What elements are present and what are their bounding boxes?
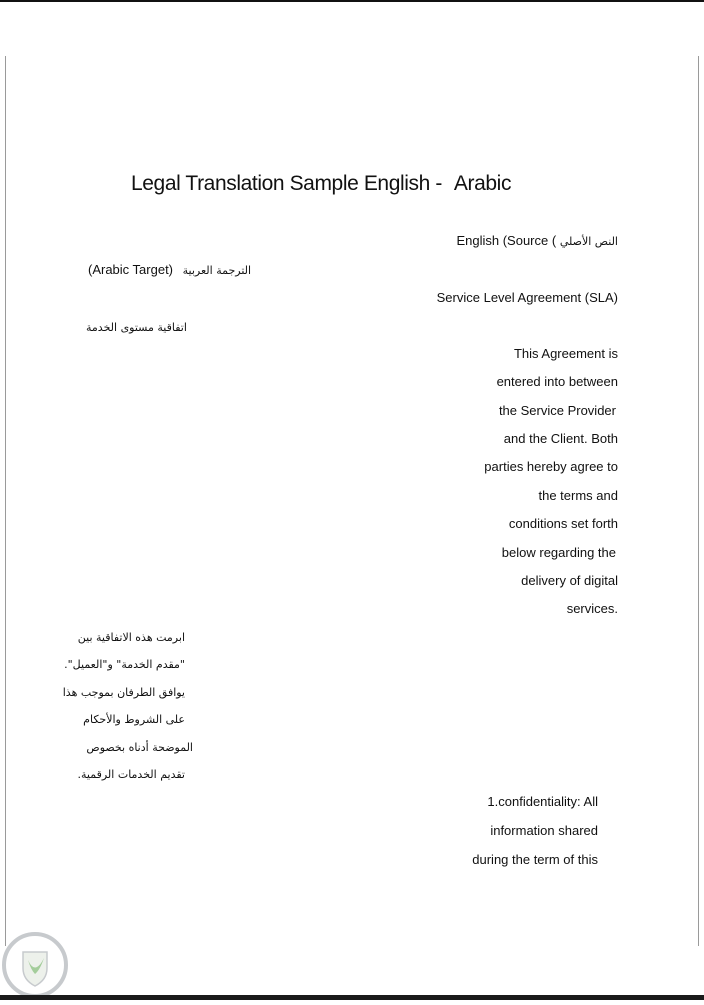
confidentiality-en-line: during the term of this [472,852,598,867]
target-heading [88,262,251,279]
shield-leaf-icon [0,930,70,1000]
target-heading-en: (Arabic Target) [88,262,174,277]
agreement-en-line: conditions set forth [508,516,618,531]
confidentiality-en-line: information shared [490,823,598,838]
top-border [0,0,704,2]
page-edge-right [698,56,699,946]
agreement-ar-line: ابرمت هذه الاتفاقية بين [77,631,185,644]
agreement-en-line: the Service Provider [498,403,616,418]
agreement-en-line: services. [566,601,618,616]
page-edge-left [5,56,6,946]
source-heading-en: English (Source ( [456,233,557,248]
agreement-en-line: entered into between [496,374,618,389]
agreement-ar-line: الموضحة أدناه بخصوص [86,741,193,754]
sla-title-ar: اتفاقية مستوى الخدمة [86,321,187,334]
agreement-en-line: below regarding the [501,545,616,560]
agreement-ar-line: على الشروط والأحكام [83,713,185,726]
source-heading-ar: النص الأصلي [559,235,618,248]
target-heading-ar: الترجمة العربية [182,264,252,277]
confidentiality-en-line: 1.confidentiality: All [487,794,598,809]
sla-title-en: Service Level Agreement (SLA) [436,290,618,305]
agreement-ar-line: يوافق الطرفان بموجب هذا [62,686,185,699]
document-title [131,172,511,196]
agreement-ar-line: تقديم الخدمات الرقمية. [77,768,185,781]
watermark-logo [0,930,70,1000]
agreement-en-line: parties hereby agree to [484,459,618,474]
agreement-ar-line: "مقدم الخدمة" و"العميل". [64,658,185,671]
agreement-en-line: the terms and [538,488,618,503]
source-heading [456,233,618,250]
title-english: Legal Translation Sample English - [131,172,442,195]
title-arabic-word: Arabic [453,172,512,195]
bottom-border [0,995,704,1000]
agreement-en-line: delivery of digital [521,573,618,588]
agreement-en-line: and the Client. Both [503,431,618,446]
agreement-en-line: This Agreement is [513,346,618,361]
